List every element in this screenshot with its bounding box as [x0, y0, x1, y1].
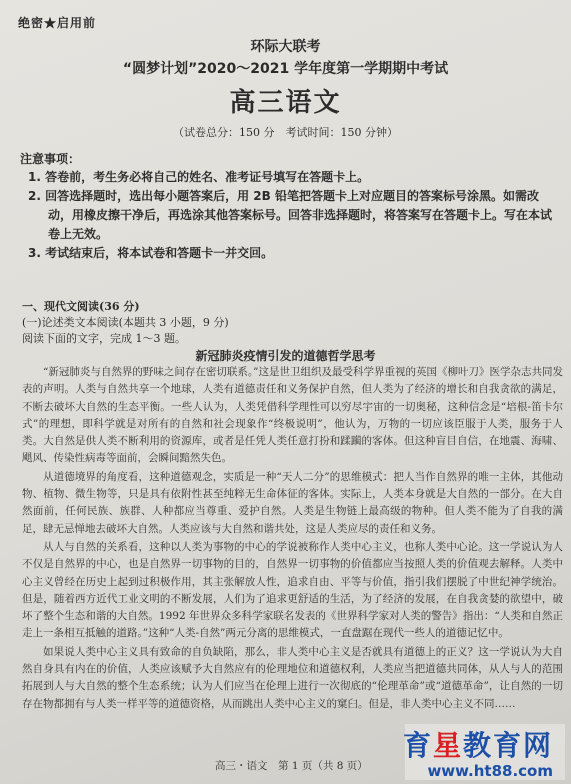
- exam-organizer-title: 环际大联考: [250, 39, 321, 55]
- notice-list: [28, 168, 555, 263]
- exam-meta: （试卷总分：150 分 考试时间：150 分钟）: [173, 126, 398, 139]
- article-paragraph: 如果说人类中心主义具有致命的自负缺陷，那么，非人类中心主义是否就具有道德上的正义？这一学说认为大自然自身具有内在的价值，人类应该赋予大自然应有的伦理地位和道德权利，人类应当把道德共同体，从人与人的范围拓展到人与大自然的整个生态系统；认为人们应当在伦理上进行一次彻底的“伦理革命”或“道德革命”，让自然的一切存在物都拥有与人类一样平等的道德资格，从而跳出人类中心主义的窠臼。但是，非人类中心主义不同……: [22, 645, 563, 710]
- reading-instruction: 阅读下面的文字，完成 1～3 题。: [22, 332, 186, 345]
- subsection-heading: (一)论述类文本阅读(本题共 3 小题，9 分): [22, 316, 229, 329]
- notice-item-3: 3. 考试结束后，将本试卷和答题卡一并交回。: [28, 246, 274, 260]
- section-heading: 一、现代文阅读(36 分): [22, 300, 140, 313]
- watermark-logo: [403, 724, 553, 764]
- subject-title: 高三语文: [229, 88, 342, 118]
- article-paragraph: 从人与自然的关系看，这种以人类为事物的中心的学说被称作人类中心主义，也称人类中心论。这一学说认为人不仅是自然界的中心，也是自然界一切事物的目的，自然界一切事物的价值都应当按照人类的价值观去解释。人类中心主义曾经在历史上起到过积极作用，其主张解放人性，追求自由、平等与价值，指引我们摆脱了中世纪神学统治。但是，随着西方近代工业文明的不断发展，人们为了追求更舒适的生活，为了经济的发展，在自我贪婪的欲望中，破坏了整个生态和谐的大自然。1992 年世界众多科学家联名发表的《世界科学家对人类的警告》指出：“人类和自然正走上一条相互抵触的道路。”这种“人类-自然”两元分离的思维模式，一直盘踞在现代一些人的道德记忆中。: [22, 540, 563, 640]
- notice-item-2: 2. 回答选择题时，选出每小题答案后，用 2B 铅笔把答题卡上对应题目的答案标号涂黑。如需改动，用橡皮擦干净后，再选涂其他答案标号。回答非选择题时，将答案写在答题卡上。写在本试卷上无效。: [28, 189, 553, 241]
- watermark-name-b: 教育网: [462, 729, 553, 762]
- confidential-label: 绝密★启用前: [18, 16, 97, 30]
- article-title: 新冠肺炎疫情引发的道德哲学思考: [195, 349, 376, 363]
- article-body: [22, 364, 563, 714]
- watermark-name-star: 星: [432, 729, 463, 762]
- article-paragraph: 从道德境界的角度看，这种道德观念，实质是一种“天人二分”的思维模式：把人当作自然界的唯一主体，其他动物、植物、微生物等，只是具有依附性甚至纯粹无生命体征的客体。实际上，人类本身就是大自然的一部分。在大自然面前，任何民族、族群、人种都应当尊重、爱护自然。人类是生物链上最高级的物种。但人类不能为了自我的满足，肆无忌惮地去破坏大自然。人类应该与大自然和谐共处，这是人类应尽的责任和义务。: [22, 470, 563, 535]
- notice-heading: 注意事项：: [20, 152, 81, 166]
- notice-item-1: 1. 答卷前，考生务必将自己的姓名、准考证号填写在答题卡上。: [28, 170, 370, 184]
- watermark-url: www.ht88.com: [427, 762, 553, 780]
- article-paragraph: “新冠肺炎与自然界的野味之间存在密切联系。”这是世卫组织及最受科学界重视的英国《柳叶刀》医学杂志共同发表的声明。人类与自然共享一个地球，人类有道德责任和义务保护自然，但人类为了经济的增长和自我贪欲的满足，不断去破坏大自然的生态平衡。一些人认为，人类凭借科学理性可以穷尽宇宙的一切奥秘，这种信念是“培根-笛卡尔式”的理想，即科学就是对所有的自然和社会现象作“终极说明”，他认为，万物的一切应该臣服于人类，服务于人类。大自然是供人类不断利用的资源库，或者是任凭人类任意打扮和蹂躏的客体。但这种盲目自信，在地震、海啸、飓风、传染性病毒等面前，会瞬间黯然失色。: [22, 366, 563, 465]
- page-footer: 高三・语文 第 1 页（共 8 页）: [215, 760, 368, 772]
- watermark-name-a: 育: [402, 729, 433, 762]
- exam-name-title: “圆梦计划”2020～2021 学年度第一学期期中考试: [122, 61, 449, 77]
